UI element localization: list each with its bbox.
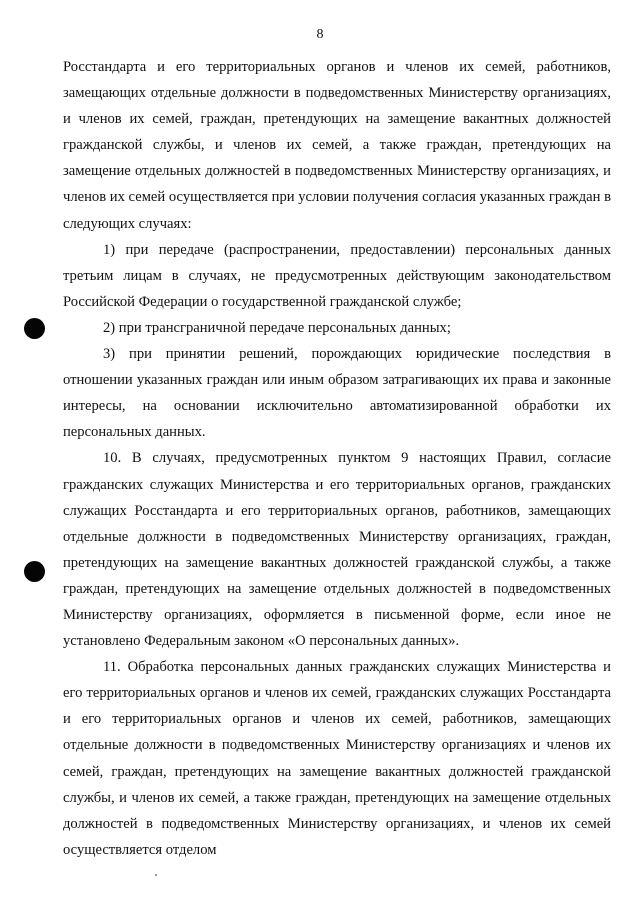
scan-speck (155, 874, 157, 876)
page-number: 8 (316, 27, 324, 42)
paragraph-clause-10: 10. В случаях, предусмотренных пунктом 9 настоящих Правил, согласие гражданских служащих Министерства и его территориальных органов, гражданских служащих Росстандарта и его территориальных органов, работников, замещающих отдельные должности в подведомственных Министерству организациях, граждан, претендующих на замещение вакантных должностей гражданской службы, а также граждан, претендующих на замещение отдельных должностей в подведомственных Министерству организациях, оформляется в письменной форме, если иное не установлено Федеральным законом «О персональных данных». (63, 450, 611, 650)
paragraph-clause-11: 11. Обработка персональных данных гражданских служащих Министерства и его территориальных органов и членов их семей, гражданских служащих Росстандарта и его территориальных органов и членов их семей, работников, замещающих отдельные должности в подведомственных Министерству организациях и членов их семей, граждан, претендующих на замещение вакантных должностей гражданской службы, и членов их семей, а также граждан, претендующих на замещение отдельных должностей в подведомственных Министерству организациях, и членов их семей осуществляется отделом (63, 659, 611, 858)
paragraph-item-3: 3) при принятии решений, порождающих юридические последствия в отношении указанных граждан или иным образом затрагивающих их права и законные интересы, на основании исключительно автоматизированной обработки их персональных данных. (63, 346, 611, 441)
binder-hole-top (24, 318, 45, 339)
document-body (63, 54, 611, 863)
paragraph-continuation: Росстандарта и его территориальных органов и членов их семей, работников, замещающих отдельные должности в подведомственных Министерству организациях, и членов их семей, граждан, претендующих на замещение вакантных должностей гражданской службы, и членов их семей, а также граждан, претендующих на замещение отдельных должностей в подведомственных Министерству организациях, и членов их семей осуществляется при условии получения согласия указанных граждан в следующих случаях: (63, 59, 611, 232)
paragraph-item-1: 1) при передаче (распространении, предоставлении) персональных данных третьим лицам в случаях, не предусмотренных действующим законодательством Российской Федерации о государственной гражданской службе; (63, 241, 611, 310)
paragraph-item-2: 2) при трансграничной передаче персональных данных; (103, 319, 451, 336)
binder-hole-bottom (24, 561, 45, 582)
